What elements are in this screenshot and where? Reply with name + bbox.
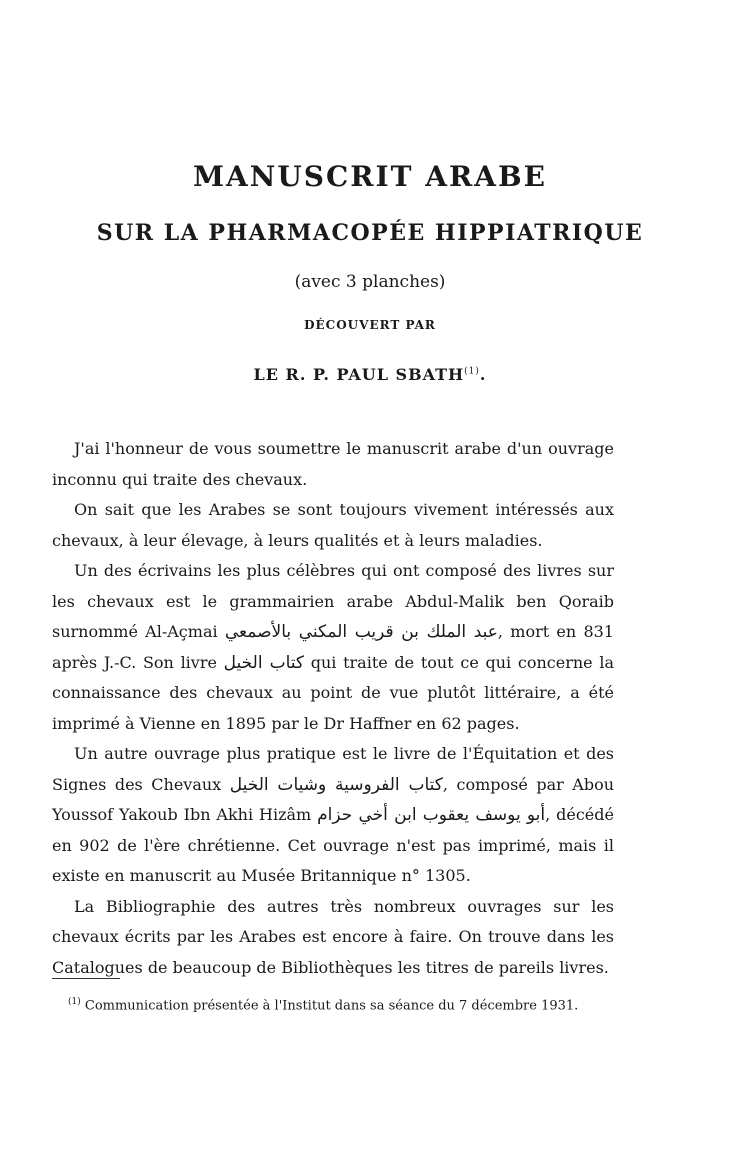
p3-text-b: , mort en 831 après J.-C. Son livre — [52, 622, 614, 672]
paragraph-2: On sait que les Arabes se sont toujours vivement intéressés aux chevaux, à leur élevage, à leurs qualités et à leurs maladies. — [52, 500, 614, 550]
p4-text-a: Un autre ouvrage plus pratique est le livre de l'Équitation et des Signes des Chevaux — [52, 744, 614, 794]
p3-text-a: Un des écrivains les plus célèbres qui ont composé des livres sur les chevaux est le grammairien arabe Abdul-Malik ben Qoraib surnommé Al-Açmai — [52, 561, 614, 641]
author-name: LE R. P. PAUL SBATH — [253, 365, 465, 384]
footnote-text: Communication présentée à l'Institut dans sa séance du 7 décembre 1931. — [80, 998, 579, 1014]
footnote — [68, 993, 628, 1015]
paragraph-3 — [52, 556, 614, 739]
author-footnote-mark[interactable]: (1) — [464, 366, 480, 377]
p3-text-c: qui traite de tout ce qui concerne la connaissance des chevaux au point de vue plutôt littéraire, a été imprimé à Vienne en 1895 par le Dr Haffner en 62 pages. — [52, 652, 614, 733]
title-line-2: SUR LA PHARMACOPÉE HIPPIATRIQUE — [96, 220, 644, 246]
footnote-mark: (1) — [68, 997, 81, 1007]
author-end: . — [479, 365, 487, 384]
p3-arabic-name: عبد الملك بن قريب المكني بالأصمعي — [224, 622, 498, 642]
discovered-by: DÉCOUVERT PAR — [304, 318, 436, 332]
paragraph-1: J'ai l'honneur de vous soumettre le manuscrit arabe d'un ouvrage inconnu qui traite des chevaux. — [52, 439, 614, 489]
author-line — [0, 365, 740, 384]
p3-arabic-title: كتاب الخيل — [223, 652, 304, 673]
p4-arabic-name: أبو يوسف يعقوب ابن أخي حزام — [317, 805, 546, 825]
paragraph-4 — [52, 739, 614, 892]
title-line-1: MANUSCRIT ARABE — [193, 160, 547, 193]
subtitle: (avec 3 planches) — [294, 272, 446, 292]
footnote-divider — [52, 978, 120, 979]
p4-arabic-title: كتاب الفروسية وشيات الخيل — [229, 774, 443, 795]
body-text — [52, 434, 614, 983]
paragraph-5: La Bibliographie des autres très nombreux ouvrages sur les chevaux écrits par les Arabes est encore à faire. On trouve dans les Catalogues de beaucoup de Bibliothèques les titres de pareils livres. — [52, 896, 614, 977]
p4-text-b: , composé par Abou Youssof Yakoub Ibn Akhi Hizâm — [52, 774, 615, 824]
p4-text-c: , décédé en 902 de l'ère chrétienne. Cet ouvrage n'est pas imprimé, mais il existe en manuscrit au Musée Britannique n° 1305. — [52, 805, 614, 885]
